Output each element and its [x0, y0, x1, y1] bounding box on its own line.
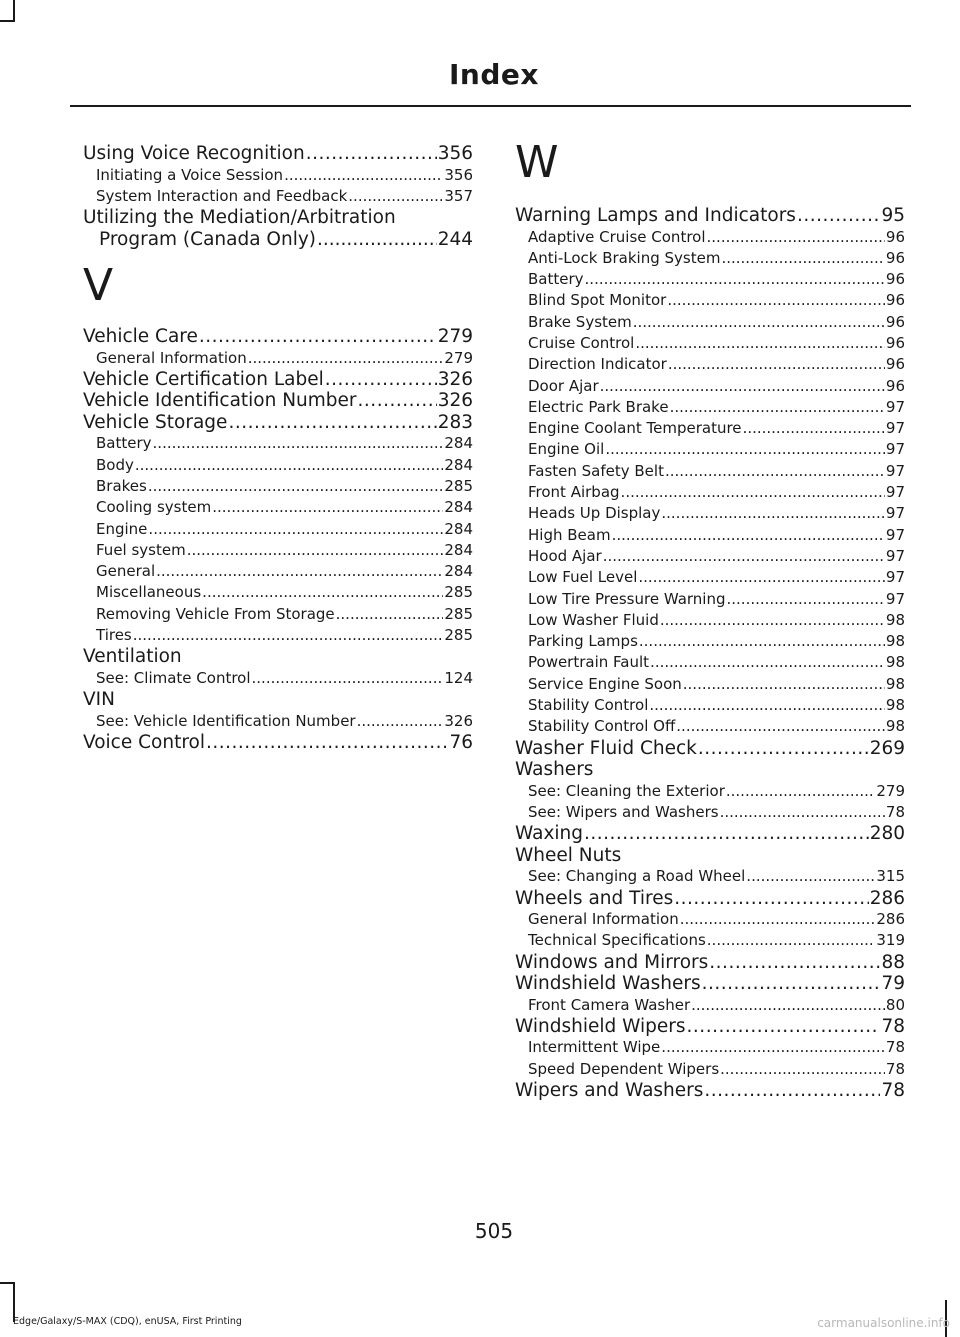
index-subentry[interactable] — [515, 610, 905, 631]
leader-dots — [348, 186, 443, 207]
subentry-title: Intermittent Wipe — [528, 1038, 661, 1057]
leader-dots — [720, 1059, 885, 1080]
subentry-title: Stability Control — [528, 696, 649, 715]
leader-dots — [670, 397, 885, 418]
leader-dots — [661, 1037, 885, 1058]
index-subentry[interactable] — [515, 397, 905, 418]
index-subentry[interactable] — [83, 348, 473, 369]
subentry-page: 96 — [885, 291, 905, 310]
index-entry[interactable] — [515, 738, 905, 760]
subentry-page: 284 — [444, 519, 473, 538]
entry-title: Utilizing the Mediation/Arbitration — [83, 207, 396, 229]
entry-title: Windshield Wipers — [515, 1015, 686, 1037]
leader-dots — [650, 652, 885, 673]
leader-dots — [665, 461, 885, 482]
leader-dots — [683, 674, 885, 695]
index-subentry[interactable] — [515, 333, 905, 354]
subentry-page: 98 — [885, 717, 905, 736]
subentry-title: Service Engine Soon — [528, 674, 682, 693]
subentry-title: General Information — [528, 910, 679, 929]
subentry-page: 315 — [876, 867, 905, 886]
entry-title: Washer Fluid Check — [515, 737, 697, 759]
index-subentry[interactable] — [515, 652, 905, 673]
index-subentry[interactable] — [83, 625, 473, 646]
index-subentry[interactable] — [515, 461, 905, 482]
subentry-title: Cooling system — [96, 498, 212, 517]
entry-page: 95 — [881, 205, 905, 226]
leader-dots — [317, 229, 437, 251]
subentry-title: High Beam — [528, 525, 611, 544]
subentry-page: 97 — [885, 568, 905, 587]
subentry-title: Engine — [96, 519, 148, 538]
subentry-page: 97 — [885, 589, 905, 608]
index-subentry[interactable] — [515, 482, 905, 503]
leader-dots — [661, 503, 885, 524]
leader-dots — [199, 326, 437, 348]
section-letter-w: W — [515, 137, 559, 188]
index-subentry[interactable] — [515, 546, 905, 567]
subentry-page: 97 — [885, 440, 905, 459]
index-entry[interactable] — [515, 973, 905, 995]
entry-title: VIN — [83, 689, 115, 711]
leader-dots — [212, 497, 443, 518]
index-column-right — [515, 137, 905, 1102]
leader-dots — [707, 227, 885, 248]
leader-dots — [649, 695, 885, 716]
entry-title: Washers — [515, 759, 594, 781]
subentry-title: Anti-Lock Braking System — [528, 248, 721, 267]
leader-dots — [680, 909, 876, 930]
entry-page: 326 — [437, 390, 473, 412]
index-subentry[interactable] — [515, 909, 905, 930]
entry-page: 78 — [881, 1015, 905, 1037]
leader-dots — [720, 802, 885, 823]
subentry-title: Low Fuel Level — [528, 568, 638, 587]
index-entry[interactable] — [515, 888, 905, 910]
leader-dots — [248, 348, 444, 369]
leader-dots — [638, 567, 885, 588]
leader-dots — [743, 418, 885, 439]
entry-page: 88 — [881, 951, 905, 973]
entry-page: 356 — [437, 143, 473, 164]
subentry-title: Blind Spot Monitor — [528, 291, 667, 310]
index-entry[interactable] — [83, 646, 473, 668]
subentry-page: 124 — [444, 668, 473, 687]
index-subentry[interactable] — [83, 540, 473, 561]
subentry-page: 97 — [885, 483, 905, 502]
subentry-page: 98 — [885, 674, 905, 693]
crop-mark-top-left-v — [13, 0, 15, 22]
subentry-title: Heads Up Display — [528, 504, 661, 523]
index-subentry[interactable] — [515, 312, 905, 333]
subentry-title: Hood Ajar — [528, 546, 602, 565]
entry-title: Wheel Nuts — [515, 844, 622, 866]
leader-dots — [704, 1080, 880, 1102]
subentry-page: 285 — [444, 476, 473, 495]
entry-title: Voice Control — [83, 731, 205, 753]
subentry-title: Front Airbag — [528, 483, 620, 502]
leader-dots — [306, 143, 437, 165]
subentry-page: 326 — [444, 711, 473, 730]
index-subentry[interactable] — [83, 165, 473, 186]
leader-dots — [228, 412, 436, 434]
leader-dots — [600, 376, 885, 397]
leader-dots — [202, 582, 443, 603]
entry-title: Vehicle Identification Number — [83, 390, 357, 412]
subentry-title: Brakes — [96, 476, 147, 495]
subentry-title: System Interaction and Feedback — [96, 186, 348, 205]
index-subentry[interactable] — [83, 476, 473, 497]
crop-mark-top-left-h — [0, 20, 15, 22]
index-subentry[interactable] — [83, 668, 473, 689]
index-subentry[interactable] — [515, 290, 905, 311]
entry-page: 283 — [437, 411, 473, 433]
index-subentry[interactable] — [515, 269, 905, 290]
subentry-page: 97 — [885, 504, 905, 523]
section-letter-v: V — [83, 260, 114, 312]
subentry-page: 284 — [444, 434, 473, 453]
subentry-page: 80 — [885, 995, 905, 1014]
subentry-title: Stability Control Off — [528, 717, 676, 736]
subentry-title: Brake System — [528, 312, 632, 331]
subentry-title: General Information — [96, 348, 247, 367]
subentry-title: Front Camera Washer — [528, 995, 691, 1014]
leader-dots — [633, 312, 885, 333]
subentry-page: 97 — [885, 397, 905, 416]
index-entry[interactable] — [515, 845, 905, 867]
index-subentry[interactable] — [83, 433, 473, 454]
entry-title: Warning Lamps and Indicators — [515, 205, 796, 226]
leader-dots — [584, 823, 869, 845]
subentry-title: Low Washer Fluid — [528, 610, 659, 629]
index-entry[interactable] — [515, 823, 905, 845]
index-subentry[interactable] — [515, 376, 905, 397]
entry-title: Vehicle Certification Label — [83, 368, 324, 390]
index-subentry[interactable] — [83, 455, 473, 476]
subentry-page: 98 — [885, 610, 905, 629]
leader-dots — [727, 589, 885, 610]
index-subentry[interactable] — [515, 781, 905, 802]
index-entry-continuation[interactable] — [83, 229, 473, 251]
leader-dots — [358, 390, 437, 412]
watermark: carmanualsonline.info — [817, 1316, 950, 1330]
index-subentry[interactable] — [83, 604, 473, 625]
subentry-title: Removing Vehicle From Storage — [96, 604, 335, 623]
entry-page: 286 — [869, 887, 905, 909]
subentry-page: 98 — [885, 696, 905, 715]
subentry-page: 284 — [444, 562, 473, 581]
index-subentry[interactable] — [515, 1037, 905, 1058]
index-subentry[interactable] — [515, 503, 905, 524]
subentry-page: 284 — [444, 540, 473, 559]
subentry-title: See: Cleaning the Exterior — [528, 781, 725, 800]
entry-page: 326 — [437, 368, 473, 390]
subentry-title: Cruise Control — [528, 333, 635, 352]
subentry-title: Miscellaneous — [96, 583, 202, 602]
index-subentry[interactable] — [83, 497, 473, 518]
index-entry[interactable] — [515, 205, 905, 227]
index-subentry[interactable] — [515, 248, 905, 269]
subentry-page: 98 — [885, 653, 905, 672]
subentry-title: Initiating a Voice Session — [96, 165, 284, 184]
subentry-page: 319 — [876, 931, 905, 950]
subentry-page: 97 — [885, 525, 905, 544]
leader-dots — [668, 354, 885, 375]
leader-dots — [726, 781, 875, 802]
index-subentry[interactable] — [515, 418, 905, 439]
crop-mark-bottom-left-h — [0, 1282, 15, 1284]
subentry-page: 96 — [885, 248, 905, 267]
leader-dots — [284, 165, 443, 186]
leader-dots — [674, 888, 868, 910]
subentry-page: 285 — [444, 626, 473, 645]
entry-title: Wipers and Washers — [515, 1080, 704, 1101]
subentry-page: 285 — [444, 583, 473, 602]
subentry-page: 284 — [444, 455, 473, 474]
subentry-page: 97 — [885, 419, 905, 438]
subentry-title: Technical Specifications — [528, 931, 706, 950]
entry-title: Using Voice Recognition — [83, 143, 305, 164]
subentry-page: 96 — [885, 355, 905, 374]
subentry-page: 357 — [444, 186, 473, 205]
entry-title: Ventilation — [83, 646, 182, 668]
index-entry[interactable] — [515, 952, 905, 974]
leader-dots — [797, 205, 881, 227]
index-subentry[interactable] — [515, 930, 905, 951]
entry-title-continuation: Program (Canada Only) — [99, 228, 317, 250]
index-entry[interactable] — [515, 759, 905, 781]
leader-dots — [635, 333, 885, 354]
leader-dots — [148, 476, 444, 497]
subentry-title: Direction Indicator — [528, 355, 667, 374]
leader-dots — [667, 290, 885, 311]
entry-page: 279 — [437, 326, 473, 348]
leader-dots — [135, 455, 443, 476]
subentry-page: 96 — [885, 270, 905, 289]
leader-dots — [698, 738, 869, 760]
subentry-page: 285 — [444, 604, 473, 623]
index-subentry[interactable] — [515, 695, 905, 716]
subentry-title: Speed Dependent Wipers — [528, 1059, 720, 1078]
leader-dots — [156, 561, 443, 582]
subentry-page: 286 — [876, 910, 905, 929]
index-subentry[interactable] — [515, 439, 905, 460]
subentry-page: 96 — [885, 333, 905, 352]
leader-dots — [612, 525, 885, 546]
subentry-title: Powertrain Fault — [528, 653, 650, 672]
leader-dots — [187, 540, 444, 561]
index-entry[interactable] — [83, 390, 473, 412]
entry-page: 269 — [869, 737, 905, 759]
subentry-title: See: Changing a Road Wheel — [528, 867, 746, 886]
leader-dots — [585, 269, 885, 290]
subentry-page: 279 — [444, 348, 473, 367]
subentry-title: Engine Oil — [528, 440, 605, 459]
subentry-title: See: Vehicle Identification Number — [96, 711, 356, 730]
subentry-page: 98 — [885, 632, 905, 651]
index-subentry[interactable] — [515, 995, 905, 1016]
subentry-title: Tires — [96, 626, 132, 645]
index-subentry[interactable] — [515, 354, 905, 375]
index-entry[interactable] — [83, 689, 473, 711]
index-entry[interactable] — [83, 143, 473, 165]
subentry-title: Adaptive Cruise Control — [528, 227, 706, 246]
subentry-title: Battery — [96, 434, 152, 453]
subentry-title: Body — [96, 455, 134, 474]
subentry-page: 78 — [885, 802, 905, 821]
index-subentry[interactable] — [515, 802, 905, 823]
subentry-page: 78 — [885, 1038, 905, 1057]
index-subentry[interactable] — [515, 716, 905, 737]
leader-dots — [621, 482, 885, 503]
subentry-title: Battery — [528, 270, 584, 289]
entry-page: 78 — [881, 1080, 905, 1101]
index-entry[interactable] — [515, 1016, 905, 1038]
entry-title: Windshield Washers — [515, 973, 701, 995]
index-subentry[interactable] — [83, 519, 473, 540]
subentry-page: 96 — [885, 376, 905, 395]
leader-dots — [206, 732, 448, 754]
subentry-title: Fasten Safety Belt — [528, 461, 664, 480]
entry-title: Waxing — [515, 823, 584, 845]
subentry-page: 97 — [885, 546, 905, 565]
page-title: Index — [449, 58, 539, 91]
subentry-page: 97 — [885, 461, 905, 480]
subentry-title: Low Tire Pressure Warning — [528, 589, 726, 608]
leader-dots — [133, 625, 444, 646]
leader-dots — [639, 631, 885, 652]
subentry-page: 96 — [885, 312, 905, 331]
index-subentry[interactable] — [515, 525, 905, 546]
leader-dots — [687, 1016, 881, 1038]
entry-title: Vehicle Storage — [83, 411, 228, 433]
subentry-title: Engine Coolant Temperature — [528, 419, 742, 438]
subentry-title: See: Climate Control — [96, 668, 251, 687]
index-subentry[interactable] — [83, 186, 473, 207]
index-entry[interactable] — [83, 412, 473, 434]
subentry-title: Fuel system — [96, 540, 186, 559]
index-subentry[interactable] — [515, 674, 905, 695]
index-subentry[interactable] — [515, 866, 905, 887]
subentry-title: Parking Lamps — [528, 632, 638, 651]
index-entry[interactable] — [515, 1080, 905, 1102]
subentry-page: 284 — [444, 498, 473, 517]
index-entry-multiline[interactable] — [83, 207, 473, 229]
entry-page: 280 — [869, 823, 905, 845]
index-subentry[interactable] — [515, 589, 905, 610]
header-divider — [70, 105, 911, 107]
index-subentry[interactable] — [83, 582, 473, 603]
leader-dots — [153, 433, 444, 454]
entry-title: Wheels and Tires — [515, 887, 674, 909]
leader-dots — [325, 369, 437, 391]
index-entry[interactable] — [83, 369, 473, 391]
leader-dots — [702, 973, 881, 995]
entry-page: 76 — [449, 731, 473, 753]
index-subentry[interactable] — [515, 631, 905, 652]
subentry-title: Door Ajar — [528, 376, 599, 395]
leader-dots — [707, 930, 876, 951]
leader-dots — [709, 952, 880, 974]
leader-dots — [252, 668, 444, 689]
subentry-title: Electric Park Brake — [528, 397, 669, 416]
leader-dots — [660, 610, 885, 631]
subentry-page: 78 — [885, 1059, 905, 1078]
index-subentry[interactable] — [83, 711, 473, 732]
edition-footer: Edge/Galaxy/S-MAX (CDQ), enUSA, First Printing — [13, 1316, 242, 1327]
entry-page: 79 — [881, 973, 905, 995]
leader-dots — [691, 995, 885, 1016]
leader-dots — [336, 604, 444, 625]
leader-dots — [357, 711, 444, 732]
leader-dots — [746, 866, 875, 887]
leader-dots — [605, 439, 885, 460]
index-subentry[interactable] — [515, 1059, 905, 1080]
index-entry[interactable] — [83, 732, 473, 754]
index-column-left — [83, 143, 473, 753]
index-subentry[interactable] — [515, 567, 905, 588]
leader-dots — [676, 716, 885, 737]
page-number: 505 — [474, 1219, 514, 1243]
index-subentry[interactable] — [515, 227, 905, 248]
entry-title: Windows and Mirrors — [515, 951, 709, 973]
subentry-page: 96 — [885, 227, 905, 246]
subentry-page: 279 — [876, 781, 905, 800]
subentry-title: See: Wipers and Washers — [528, 802, 719, 821]
index-subentry[interactable] — [83, 561, 473, 582]
index-entry[interactable] — [83, 326, 473, 348]
leader-dots — [603, 546, 885, 567]
subentry-title: General — [96, 562, 156, 581]
entry-page: 244 — [437, 228, 473, 250]
leader-dots — [148, 519, 443, 540]
subentry-page: 356 — [444, 165, 473, 184]
leader-dots — [721, 248, 884, 269]
entry-title: Vehicle Care — [83, 326, 198, 348]
